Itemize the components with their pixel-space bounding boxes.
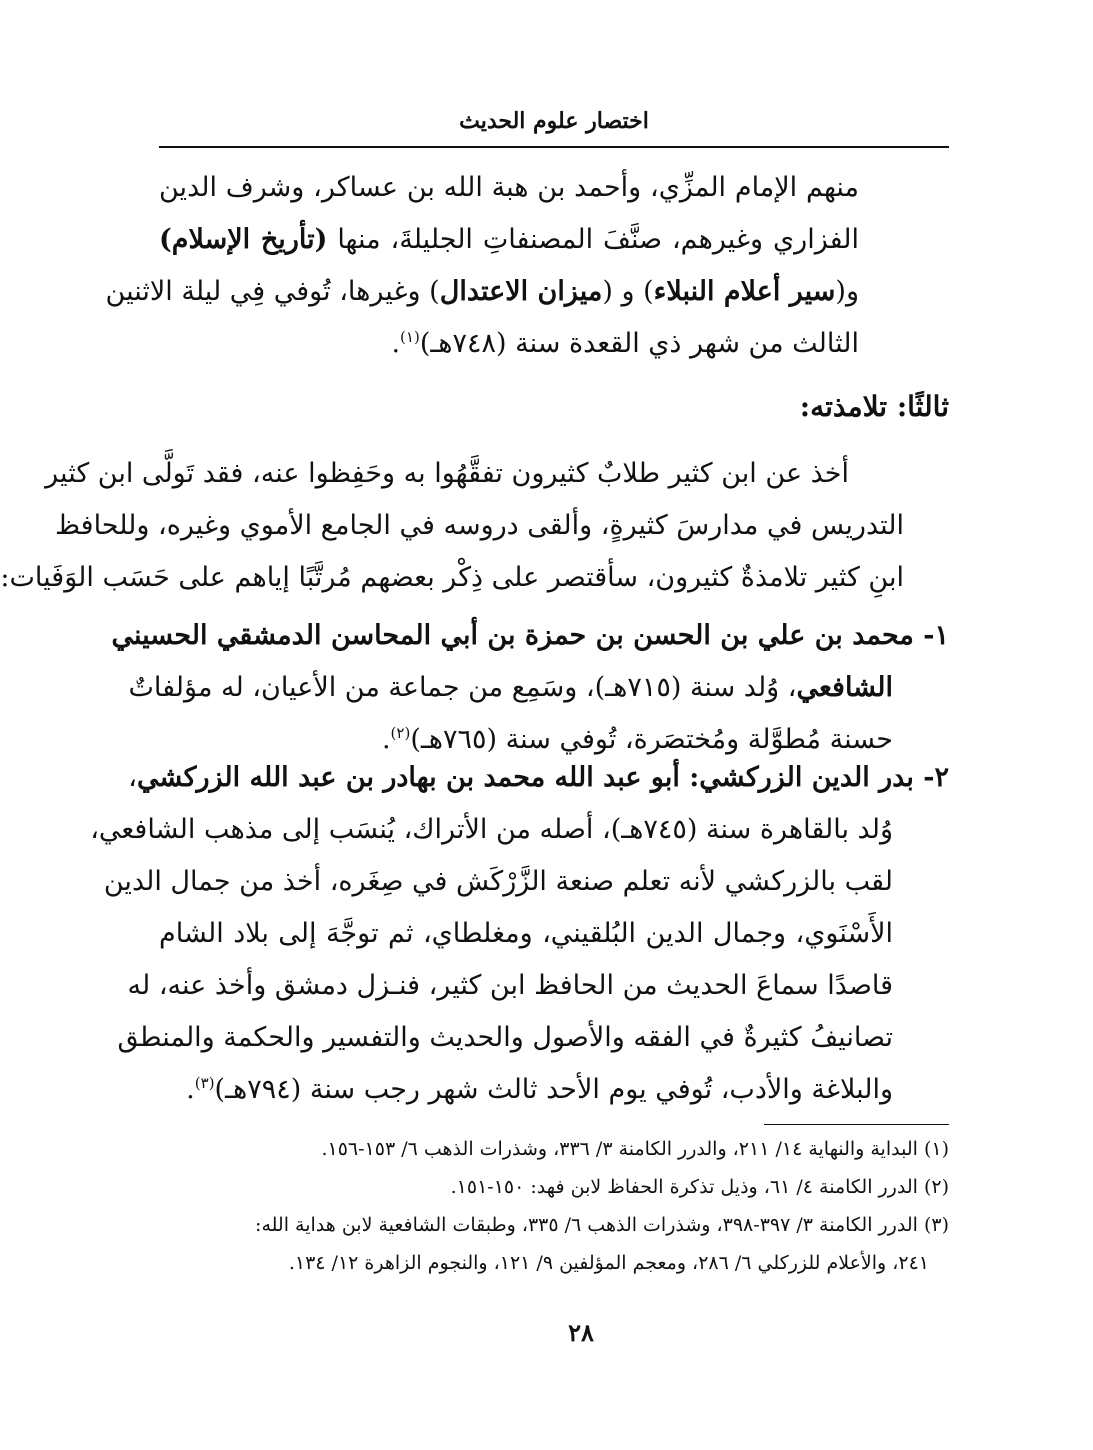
text-line	[159, 318, 859, 370]
student-name: محمد بن علي بن الحسن بن حمزة بن أبي المحاسن الدمشقي الحسيني	[111, 620, 914, 651]
text-run: .	[186, 1074, 195, 1105]
text-run: الفزاري وغيرهم، صنَّفَ المصنفاتِ الجليلةَ، منها	[327, 224, 859, 255]
footnotes	[159, 1130, 949, 1282]
text-line	[159, 1064, 949, 1116]
text-line: لقب بالزركشي لأنه تعلم صنعة الزَّرْكَش في صِغَره، أخذ من جمال الدين	[103, 866, 893, 897]
footnote-ref: (٣)	[194, 1074, 215, 1092]
page-number: ٢٨	[568, 1318, 594, 1347]
text-run: :	[679, 762, 700, 793]
book-title-tarikh: (تأريخ الإسلام)	[159, 224, 328, 255]
header-rule	[159, 146, 949, 148]
text-run: .	[391, 328, 401, 359]
text-run: والبلاغة والأدب، تُوفي يوم الأحد ثالث شهر رجب سنة (٧٩٤هـ)	[214, 1074, 893, 1105]
student-laqab: بدر الدين الزركشي	[699, 762, 914, 793]
text-run: .	[381, 724, 391, 755]
footnote-2: (٢) الدرر الكامنة ٤/ ٦١، وذيل تذكرة الحفاظ لابن فهد: ١٥٠-١٥١.	[450, 1176, 949, 1198]
intro-paragraph	[105, 162, 949, 370]
footnote-ref: (١)	[400, 328, 420, 346]
text-run: حسنة مُطوَّلة ومُختصَرة، تُوفي سنة (٧٦٥هـ)	[410, 724, 893, 755]
text-run: ،	[128, 762, 138, 793]
student-entry-1	[111, 610, 949, 766]
text-run: الثالث من شهر ذي القعدة سنة (٧٤٨هـ)	[419, 328, 859, 359]
text-line	[111, 610, 949, 662]
student-name: أبو عبد الله محمد بن بهادر بن عبد الله الزركشي	[137, 762, 680, 793]
text-run: ) وغيرها، تُوفي فِي ليلة الاثنين	[105, 276, 440, 307]
footnote-rule	[764, 1124, 949, 1125]
footnote-ref: (٢)	[390, 724, 411, 742]
text-line: التدريس في مدارسَ كثيرةٍ، وألقى دروسه في الجامع الأموي وغيره، وللحافظ	[55, 510, 904, 541]
footnote-3: (٣) الدرر الكامنة ٣/ ٣٩٧-٣٩٨، وشذرات الذهب ٦/ ٣٣٥، وطبقات الشافعية لابن هداية الله:	[255, 1214, 949, 1236]
running-header: اختصار علوم الحديث	[459, 108, 649, 134]
section-heading: ثالثًا: تلامذته:	[799, 390, 949, 423]
text-line	[128, 752, 949, 804]
footnote-3-cont: ٢٤١، والأعلام للزركلي ٦/ ٢٨٦، ومعجم المؤلفين ٩/ ١٢١، والنجوم الزاهرة ١٢/ ١٣٤.	[288, 1252, 929, 1274]
text-line: تصانيفُ كثيرةٌ في الفقه والأصول والحديث والتفسير والحكمة والمنطق	[117, 1022, 893, 1053]
footnote-1: (١) البداية والنهاية ١٤/ ٢١١، والدرر الكامنة ٣/ ٣٣٦، وشذرات الذهب ٦/ ١٥٣-١٥٦.	[321, 1138, 949, 1160]
student-name-cont: الشافعي	[796, 672, 893, 703]
student-entry-2	[90, 752, 949, 1116]
text-line: وُلد بالقاهرة سنة (٧٤٥هـ)، أصله من الأتراك، يُنسَب إلى مذهب الشافعي،	[90, 814, 893, 845]
text-line: الأَسْنَوي، وجمال الدين البُلقيني، ومغلطاي، ثم توجَّهَ إلى بلاد الشام	[159, 918, 893, 949]
students-intro-paragraph	[0, 448, 904, 604]
text-line: منهم الإمام المزِّي، وأحمد بن هبة الله بن عساكر، وشرف الدين	[159, 172, 859, 203]
text-line: أخذ عن ابن كثير طلابٌ كثيرون تفقَّهُوا به وحَفِظوا عنه، فقد تَولَّى ابن كثير	[45, 458, 849, 489]
text-run: ، وُلد سنة (٧١٥هـ)، وسَمِع من جماعة من الأعيان، له مؤلفاتٌ	[128, 672, 797, 703]
text-line	[105, 266, 859, 318]
text-line	[128, 662, 949, 714]
text-run: ) و (	[602, 276, 654, 307]
book-title-siyar: سير أعلام النبلاء	[653, 276, 836, 307]
entry-number: ٢-	[913, 762, 949, 793]
book-title-mizan: ميزان الاعتدال	[439, 276, 603, 307]
entry-number: ١-	[913, 620, 949, 651]
text-line: ابنِ كثير تلامذةٌ كثيرون، سأقتصر على ذِكْر بعضهم مُرتَّبًا إياهم على حَسَب الوَفَيات:	[0, 562, 904, 593]
text-run: و(	[835, 276, 859, 307]
text-line	[159, 214, 859, 266]
text-line: قاصدًا سماعَ الحديث من الحافظ ابن كثير، فنـزل دمشق وأخذ عنه، له	[127, 970, 893, 1001]
